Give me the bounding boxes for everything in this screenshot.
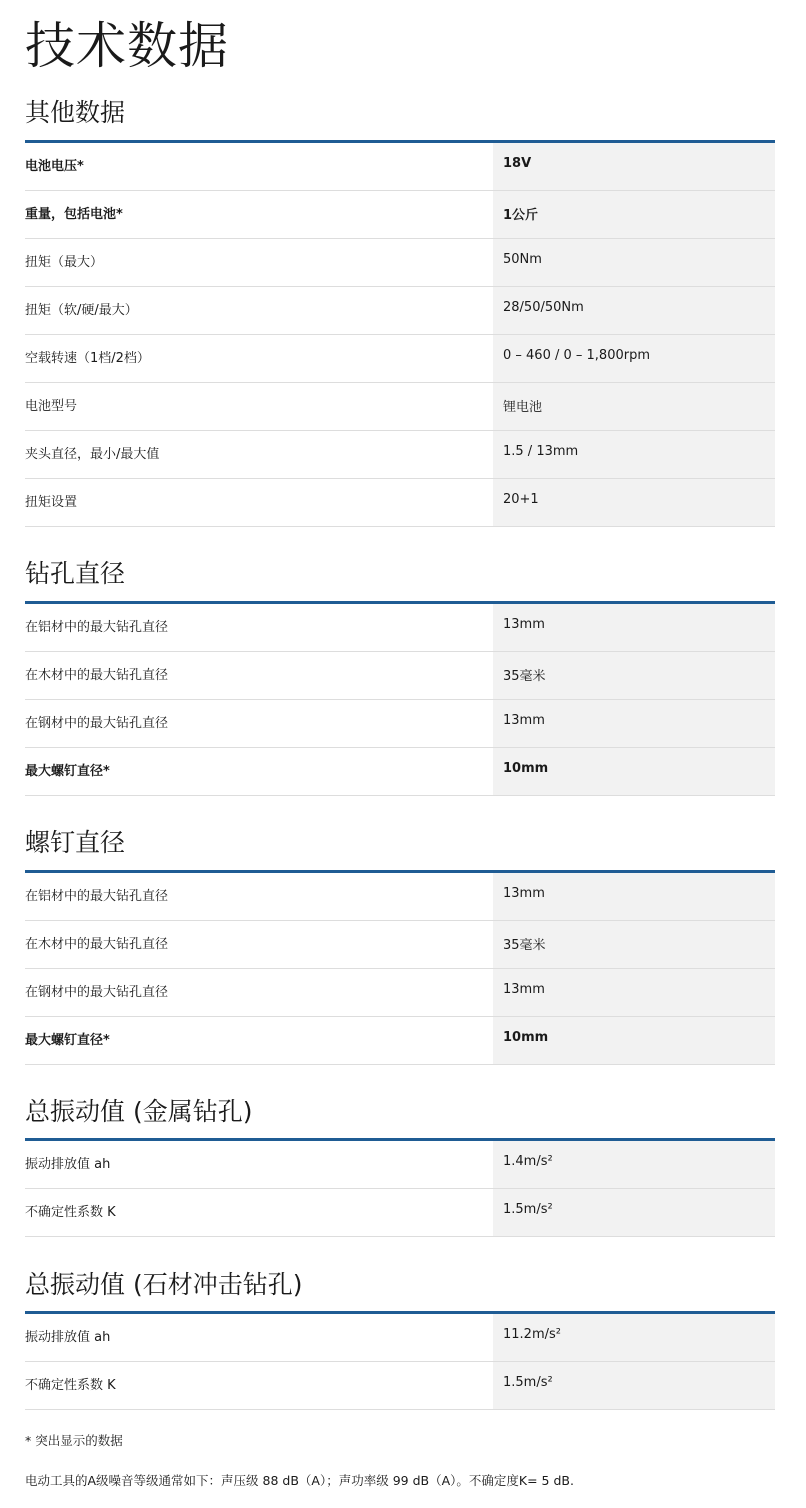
spec-value: 13mm bbox=[493, 604, 775, 651]
spec-value: 20+1 bbox=[493, 479, 775, 526]
table-row bbox=[25, 1314, 775, 1362]
table-row bbox=[25, 873, 775, 921]
spec-value: 13mm bbox=[493, 873, 775, 920]
table-row bbox=[25, 604, 775, 652]
table-row bbox=[25, 431, 775, 479]
spec-value: 18V bbox=[493, 143, 775, 190]
spec-label: 在铝材中的最大钻孔直径 bbox=[25, 889, 169, 904]
section-title-screw-diameter: 螺钉直径 bbox=[25, 828, 126, 857]
spec-value: 1.5m/s² bbox=[493, 1362, 775, 1409]
spec-label: 在木材中的最大钻孔直径 bbox=[25, 937, 169, 952]
spec-value: 1.4m/s² bbox=[493, 1141, 775, 1188]
spec-label: 振动排放值 ah bbox=[25, 1157, 111, 1172]
spec-table-other-data bbox=[25, 140, 775, 527]
page-title: 技术数据 bbox=[25, 17, 229, 75]
table-row bbox=[25, 287, 775, 335]
spec-value: 锂电池 bbox=[493, 383, 775, 430]
spec-value: 13mm bbox=[493, 969, 775, 1016]
spec-label: 在钢材中的最大钻孔直径 bbox=[25, 985, 169, 1000]
spec-table-drill-diameter bbox=[25, 601, 775, 796]
table-row bbox=[25, 143, 775, 191]
spec-label: 在铝材中的最大钻孔直径 bbox=[25, 620, 169, 635]
section-title-vibration-metal: 总振动值 (金属钻孔) bbox=[25, 1097, 253, 1126]
spec-label: 重量，包括电池* bbox=[25, 207, 123, 222]
section-title-other-data: 其他数据 bbox=[25, 98, 126, 127]
spec-value: 13mm bbox=[493, 700, 775, 747]
table-row bbox=[25, 1362, 775, 1410]
spec-value: 50Nm bbox=[493, 239, 775, 286]
spec-value: 10mm bbox=[493, 1017, 775, 1064]
spec-label: 扭矩设置 bbox=[25, 495, 78, 510]
spec-value: 1.5 / 13mm bbox=[493, 431, 775, 478]
spec-value: 28/50/50Nm bbox=[493, 287, 775, 334]
spec-value: 35毫米 bbox=[493, 921, 775, 968]
spec-label: 扭矩（软/硬/最大） bbox=[25, 303, 138, 318]
table-row bbox=[25, 748, 775, 796]
spec-value: 35毫米 bbox=[493, 652, 775, 699]
spec-table-vibration-masonry bbox=[25, 1311, 775, 1410]
table-row bbox=[25, 479, 775, 527]
table-row bbox=[25, 239, 775, 287]
table-row bbox=[25, 1141, 775, 1189]
table-row bbox=[25, 969, 775, 1017]
spec-label: 不确定性系数 K bbox=[25, 1378, 116, 1393]
table-row bbox=[25, 1017, 775, 1065]
spec-table-vibration-metal bbox=[25, 1138, 775, 1237]
table-row bbox=[25, 700, 775, 748]
section-title-drill-diameter: 钻孔直径 bbox=[25, 559, 126, 588]
noise-footnote: 电动工具的A级噪音等级通常如下：声压级 88 dB（A）；声功率级 99 dB（A）。不确定度K= 5 dB. bbox=[25, 1473, 574, 1488]
table-row bbox=[25, 335, 775, 383]
spec-label: 夹头直径，最小/最大值 bbox=[25, 447, 160, 462]
spec-value: 0 – 460 / 0 – 1,800rpm bbox=[493, 335, 775, 382]
section-title-vibration-masonry: 总振动值 (石材冲击钻孔) bbox=[25, 1270, 303, 1299]
table-row bbox=[25, 652, 775, 700]
spec-label: 电池型号 bbox=[25, 399, 78, 414]
highlight-footnote: * 突出显示的数据 bbox=[25, 1433, 123, 1448]
spec-label: 电池电压* bbox=[25, 159, 84, 174]
spec-label: 扭矩（最大） bbox=[25, 255, 104, 270]
spec-label: 最大螺钉直径* bbox=[25, 1033, 110, 1048]
spec-label: 在木材中的最大钻孔直径 bbox=[25, 668, 169, 683]
table-row bbox=[25, 1189, 775, 1237]
spec-label: 不确定性系数 K bbox=[25, 1205, 116, 1220]
spec-value: 1公斤 bbox=[493, 191, 775, 238]
spec-value: 10mm bbox=[493, 748, 775, 795]
spec-table-screw-diameter bbox=[25, 870, 775, 1065]
spec-value: 1.5m/s² bbox=[493, 1189, 775, 1236]
spec-value: 11.2m/s² bbox=[493, 1314, 775, 1361]
spec-label: 空载转速（1档/2档） bbox=[25, 351, 150, 366]
table-row bbox=[25, 921, 775, 969]
table-row bbox=[25, 191, 775, 239]
spec-label: 最大螺钉直径* bbox=[25, 764, 110, 779]
spec-label: 振动排放值 ah bbox=[25, 1330, 111, 1345]
spec-label: 在钢材中的最大钻孔直径 bbox=[25, 716, 169, 731]
table-row bbox=[25, 383, 775, 431]
